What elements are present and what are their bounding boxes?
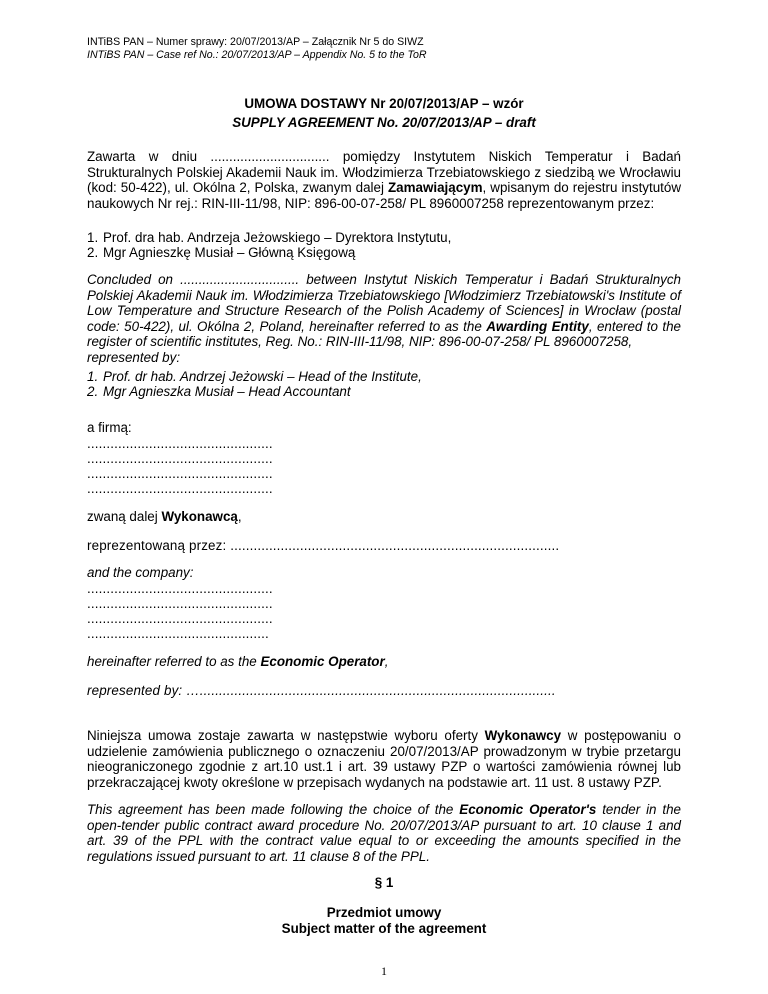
intro-pl-text-2: , wpisanym do rejestru instytutów naukowych Nr rej.: RIN-III-11/98, NIP: 896-00-07-258/ PL 8960007258 reprezentowanym przez: [87, 180, 681, 211]
firm-label-pl: a firmą: [87, 420, 132, 435]
body-pl-bold: Wykonawcy [484, 728, 562, 743]
rep-pl-2 [87, 245, 355, 261]
awarding-entity-pl: Zamawiającym [387, 180, 483, 195]
body-en-text-1: This agreement has been made following the choice of the [87, 802, 460, 817]
intro-paragraph-en [87, 272, 681, 365]
rep-number: 1. [87, 369, 99, 384]
body-paragraph-pl [87, 728, 681, 790]
header-line-pl: INTiBS PAN – Numer sprawy: 20/07/2013/AP – Załącznik Nr 5 do SIWZ [87, 36, 424, 48]
header-line-en: INTiBS PAN – Case ref No.: 20/07/2013/AP – Appendix No. 5 to the ToR [87, 49, 427, 61]
intro-pl-text-1: Zawarta w dniu ................................ pomiędzy Instytutem Niskich Temperatur i Badań Strukturalnych Polskiej Akademii Nauk im. Włodzimierza Trzebiatowskiego z siedzibą we Wrocławiu (kod: 50-422), ul. Okólna 2, Polska, zwanym dalej [87, 149, 681, 195]
rep-number: 2. [87, 384, 99, 399]
label-bold: Wykonawcą [161, 509, 238, 524]
section-heading-en: Subject matter of the agreement [281, 921, 487, 936]
rep-number: 1. [87, 230, 99, 245]
intro-en-text-1: Concluded on ................................ between Instytut Niskich Temperatur i Badań Strukturalnych Polskiej Akademii Nauk im. Włodzimierza Trzebiatowskiego [Włodzimierz Trzebiatowski's Institute of Low Temperature and Structure Research of the Polish Academy of Sciences] in Wrocław (postal code: 50-422), ul. Okólna 2, Poland, hereinafter referred to as the [87, 272, 681, 334]
label-text: hereinafter referred to as the [87, 654, 261, 669]
body-pl-text-1: Niniejsza umowa zostaje zawarta w następstwie wyboru oferty [87, 728, 485, 743]
body-en-text-2: tender in the open-tender public contract award procedure No. 20/07/2013/AP pursuant to art. 10 clause 1 and art. 39 of the PPL with the contract value equal to or exceeding the amounts specified in the regulations issued pursuant to art. 11 clause 8 of the PPL. [87, 802, 681, 864]
document-title: UMOWA DOSTAWY Nr 20/07/2013/AP – wzór [244, 96, 524, 111]
fill-in-line: ................................................ [87, 596, 273, 611]
rep-pl-1 [87, 230, 451, 246]
fill-in-line: ................................................ [87, 581, 273, 596]
rep-number: 2. [87, 245, 99, 260]
intro-en-text-2: , entered to the register of scientific institutes, Reg. No.: RIN-III-11/98, NIP: 896-00-07-258/ PL 8960007258, [87, 318, 681, 349]
fill-in-line: ................................................ [87, 436, 273, 451]
label-bold: Economic Operator [260, 654, 385, 669]
section-heading-pl: Przedmiot umowy [326, 905, 442, 920]
awarding-entity-en: Awarding Entity [486, 318, 589, 334]
represented-by-en: represented by: [87, 349, 181, 365]
economic-operator-label-en [87, 654, 388, 670]
document-title-en: SUPPLY AGREEMENT No. 20/07/2013/AP – draft [232, 115, 536, 130]
economic-operator-label-pl [87, 509, 242, 525]
label-punct: , [384, 654, 389, 669]
firm-label-en: and the company: [87, 565, 194, 580]
represented-by-pl: reprezentowaną przez: ..................................................................................... [87, 538, 560, 553]
section-mark: § 1 [374, 875, 394, 890]
fill-in-line: ................................................ [87, 611, 273, 626]
fill-in-line: ................................................ [87, 451, 273, 466]
fill-in-line: ................................................ [87, 466, 273, 481]
body-en-bold: Economic Operator's [459, 802, 597, 817]
page-number: 1 [381, 964, 387, 978]
rep-name: Mgr Agnieszka Musiał – Head Accountant [103, 384, 351, 399]
body-pl-text-2: w postępowaniu o udzielenie zamówienia publicznego o oznaczeniu 20/07/2013/AP prowadzonym w trybie przetargu nieograniczonego zgodnie z art.10 ust.1 i art. 39 ustawy PZP o wartości zamówienia równej lub przekraczającej kwoty określone w przepisach wydanych na podstawie art. 11 ust. 8 ustawy PZP. [87, 728, 681, 790]
label-punct: , [237, 509, 242, 524]
rep-name: Prof. dr hab. Andrzej Jeżowski – Head of the Institute, [103, 369, 422, 384]
represented-by-en: represented by: …............................................................................................ [87, 683, 556, 698]
rep-name: Mgr Agnieszkę Musiał – Główną Księgową [103, 245, 356, 260]
rep-name: Prof. dra hab. Andrzeja Jeżowskiego – Dyrektora Instytutu, [103, 230, 452, 245]
body-paragraph-en [87, 802, 681, 864]
fill-in-line: ............................................... [87, 626, 269, 641]
rep-en-2 [87, 384, 351, 400]
rep-en-1 [87, 369, 422, 385]
intro-paragraph-pl [87, 149, 681, 211]
fill-in-line: ................................................ [87, 481, 273, 496]
label-text: zwaną dalej [87, 509, 162, 524]
